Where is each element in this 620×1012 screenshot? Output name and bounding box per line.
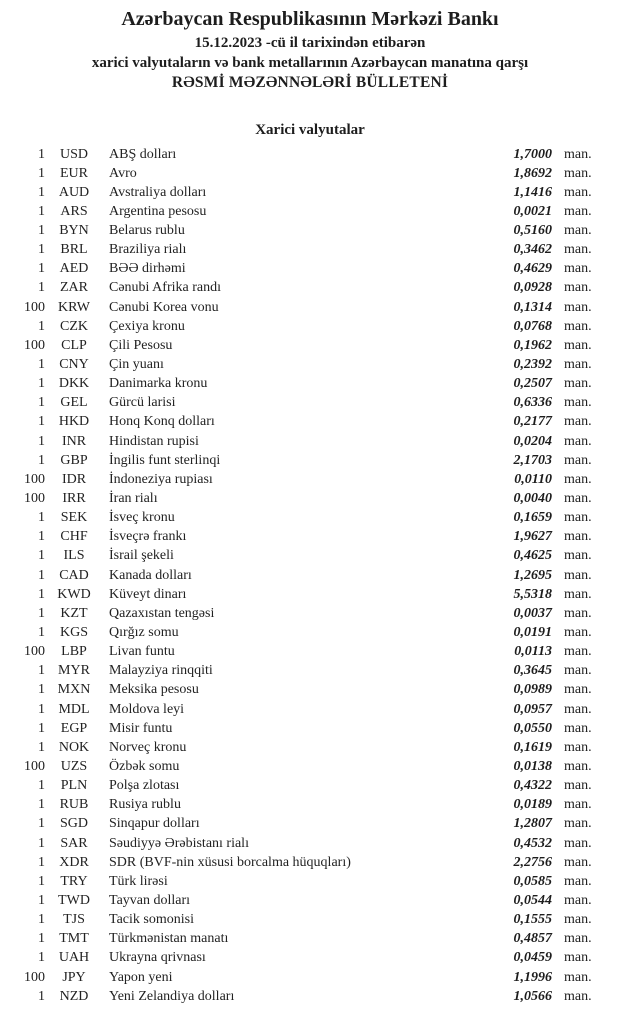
rate-row bbox=[0, 623, 620, 642]
unit-label: man. bbox=[564, 510, 592, 526]
rate-value: 2,1703 bbox=[513, 452, 552, 468]
rate-row bbox=[0, 719, 620, 738]
rate-quantity: 1 bbox=[38, 395, 45, 411]
currency-name: BƏƏ dirhəmi bbox=[109, 261, 186, 277]
rate-value: 0,0138 bbox=[513, 759, 552, 774]
rate-value: 2,2756 bbox=[513, 854, 552, 870]
rate-value: 0,4857 bbox=[513, 931, 552, 947]
rate-value: 0,0459 bbox=[513, 950, 552, 966]
rate-row bbox=[0, 910, 620, 929]
unit-label: man. bbox=[564, 931, 592, 947]
rate-row bbox=[0, 470, 620, 489]
rate-quantity: 1 bbox=[38, 739, 45, 755]
rate-value: 0,0768 bbox=[513, 318, 552, 334]
exchange-rates-table bbox=[0, 145, 620, 1006]
currency-code: USD bbox=[59, 146, 88, 162]
rate-value: 0,0204 bbox=[513, 433, 552, 449]
rate-value: 0,3462 bbox=[513, 242, 552, 258]
rate-value: 0,0191 bbox=[513, 625, 552, 641]
currency-code: BRL bbox=[60, 242, 88, 258]
currency-code: IDR bbox=[61, 471, 87, 487]
rate-value: 0,1619 bbox=[513, 739, 552, 755]
rate-quantity: 1 bbox=[38, 318, 45, 334]
rate-row bbox=[0, 221, 620, 240]
rate-row bbox=[0, 834, 620, 853]
currency-code: KZT bbox=[60, 605, 88, 621]
rate-value: 0,4625 bbox=[513, 548, 552, 564]
unit-label: man. bbox=[564, 203, 592, 219]
rate-value: 0,0110 bbox=[514, 471, 552, 487]
rate-quantity: 1 bbox=[38, 376, 45, 392]
currency-code: PLN bbox=[60, 778, 88, 794]
unit-label: man. bbox=[564, 223, 592, 239]
rate-value: 0,4532 bbox=[513, 835, 552, 851]
rate-row bbox=[0, 948, 620, 967]
unit-label: man. bbox=[564, 835, 592, 851]
rate-value: 0,3645 bbox=[513, 663, 552, 679]
rate-value: 0,6336 bbox=[513, 395, 552, 411]
currency-code: UAH bbox=[58, 950, 90, 966]
currency-code: CLP bbox=[61, 337, 87, 353]
rate-row bbox=[0, 566, 620, 585]
currency-name: Cənubi Afrika randı bbox=[109, 280, 221, 296]
rate-quantity: 100 bbox=[24, 969, 45, 985]
currency-name: Çin yuanı bbox=[109, 357, 164, 373]
currency-code: NZD bbox=[59, 988, 89, 1004]
unit-label: man. bbox=[564, 854, 592, 870]
rate-quantity: 1 bbox=[38, 605, 45, 621]
rate-quantity: 1 bbox=[38, 203, 45, 219]
unit-label: man. bbox=[564, 299, 592, 315]
unit-label: man. bbox=[564, 280, 592, 296]
rate-row bbox=[0, 527, 620, 546]
unit-label: man. bbox=[564, 357, 592, 373]
currency-code: SAR bbox=[60, 835, 88, 851]
currency-code: TRY bbox=[60, 873, 88, 889]
currency-name: Avstraliya dolları bbox=[109, 184, 207, 200]
currency-code: UZS bbox=[60, 759, 88, 774]
currency-code: MYR bbox=[58, 663, 90, 679]
rate-row bbox=[0, 872, 620, 891]
currency-code: MXN bbox=[57, 682, 91, 698]
rate-quantity: 1 bbox=[38, 529, 45, 545]
unit-label: man. bbox=[564, 452, 592, 468]
currency-code: GBP bbox=[60, 452, 88, 468]
unit-label: man. bbox=[564, 184, 592, 200]
currency-name: Səudiyyə Ərəbistanı rialı bbox=[109, 835, 249, 851]
unit-label: man. bbox=[564, 471, 592, 487]
currency-name: Livan funtu bbox=[109, 644, 175, 660]
currency-code: TJS bbox=[63, 912, 85, 928]
unit-label: man. bbox=[564, 892, 592, 908]
currency-name: Rusiya rublu bbox=[109, 797, 181, 813]
rate-row bbox=[0, 374, 620, 393]
rate-quantity: 1 bbox=[38, 242, 45, 258]
unit-label: man. bbox=[564, 433, 592, 449]
rate-row bbox=[0, 738, 620, 757]
unit-label: man. bbox=[564, 701, 592, 717]
unit-label: man. bbox=[564, 950, 592, 966]
rate-row bbox=[0, 240, 620, 259]
rate-quantity: 1 bbox=[38, 797, 45, 813]
rate-quantity: 1 bbox=[38, 778, 45, 794]
unit-label: man. bbox=[564, 567, 592, 583]
currency-code: ARS bbox=[60, 203, 88, 219]
rate-row bbox=[0, 278, 620, 297]
rate-row bbox=[0, 891, 620, 910]
currency-code: JPY bbox=[62, 969, 86, 985]
rate-quantity: 100 bbox=[24, 299, 45, 315]
rate-quantity: 1 bbox=[38, 586, 45, 602]
currency-code: INR bbox=[61, 433, 87, 449]
currency-code: KWD bbox=[57, 586, 91, 602]
rate-row bbox=[0, 489, 620, 508]
rate-row bbox=[0, 929, 620, 948]
currency-code: CZK bbox=[60, 318, 88, 334]
rate-quantity: 1 bbox=[38, 720, 45, 736]
rate-value: 0,0550 bbox=[513, 720, 552, 736]
bank-title: Azərbaycan Respublikasının Mərkəzi Bankı bbox=[121, 8, 499, 30]
currency-name: Belarus rublu bbox=[109, 223, 185, 239]
unit-label: man. bbox=[564, 414, 592, 430]
unit-label: man. bbox=[564, 242, 592, 258]
currency-code: CAD bbox=[59, 567, 89, 583]
currency-name: İsrail şekeli bbox=[109, 548, 174, 564]
currency-code: GEL bbox=[60, 395, 88, 411]
unit-label: man. bbox=[564, 605, 592, 621]
rate-row bbox=[0, 795, 620, 814]
currency-name: Yeni Zelandiya dolları bbox=[109, 988, 235, 1004]
subtitle-line: xarici valyutaların və bank metallarının Azərbaycan manatına qarşı bbox=[91, 54, 529, 71]
currency-name: Kanada dolları bbox=[109, 567, 192, 583]
currency-code: EGP bbox=[60, 720, 88, 736]
currency-code: NOK bbox=[58, 739, 90, 755]
currency-name: İsveçrə frankı bbox=[109, 529, 187, 545]
rate-row bbox=[0, 853, 620, 872]
rate-quantity: 1 bbox=[38, 892, 45, 908]
currency-code: ILS bbox=[63, 548, 85, 564]
currency-code: TMT bbox=[59, 931, 89, 947]
rate-quantity: 1 bbox=[38, 223, 45, 239]
rate-quantity: 1 bbox=[38, 184, 45, 200]
currency-name: İsveç kronu bbox=[109, 510, 175, 526]
rate-quantity: 1 bbox=[38, 988, 45, 1004]
rate-row bbox=[0, 202, 620, 221]
rate-quantity: 100 bbox=[24, 491, 45, 507]
unit-label: man. bbox=[564, 376, 592, 392]
rate-row bbox=[0, 412, 620, 431]
currency-code: KRW bbox=[58, 299, 90, 315]
currency-code: KGS bbox=[59, 625, 88, 641]
currency-code: DKK bbox=[58, 376, 90, 392]
unit-label: man. bbox=[564, 586, 592, 602]
currency-name: Moldova leyi bbox=[109, 701, 185, 717]
rate-row bbox=[0, 451, 620, 470]
rate-value: 0,0040 bbox=[513, 491, 552, 507]
rate-quantity: 1 bbox=[38, 854, 45, 870]
rate-row bbox=[0, 393, 620, 412]
rate-quantity: 1 bbox=[38, 548, 45, 564]
unit-label: man. bbox=[564, 625, 592, 641]
currency-name: Hindistan rupisi bbox=[109, 433, 199, 449]
currency-name: Meksika pesosu bbox=[109, 682, 199, 698]
currency-code: MDL bbox=[58, 701, 90, 717]
rate-quantity: 1 bbox=[38, 510, 45, 526]
currency-name: Türk lirəsi bbox=[109, 873, 168, 889]
unit-label: man. bbox=[564, 146, 592, 162]
currency-code: AUD bbox=[58, 184, 90, 200]
unit-label: man. bbox=[564, 337, 592, 353]
rate-value: 0,4322 bbox=[513, 778, 552, 794]
currency-code: BYN bbox=[59, 223, 89, 239]
unit-label: man. bbox=[564, 988, 592, 1004]
rate-quantity: 1 bbox=[38, 682, 45, 698]
currency-name: Qırğız somu bbox=[109, 625, 179, 641]
currency-name: Gürcü larisi bbox=[109, 395, 176, 411]
currency-name: İngilis funt sterlinqi bbox=[109, 452, 221, 468]
rate-quantity: 100 bbox=[24, 759, 45, 774]
currency-name: Yapon yeni bbox=[109, 969, 173, 985]
currency-name: Honq Konq dolları bbox=[109, 414, 215, 430]
rate-value: 0,1962 bbox=[513, 337, 552, 353]
unit-label: man. bbox=[564, 969, 592, 985]
rate-value: 0,2392 bbox=[513, 357, 552, 373]
currency-code: ZAR bbox=[60, 280, 88, 296]
currency-name: Polşa zlotası bbox=[109, 778, 180, 794]
currency-code: AED bbox=[59, 261, 89, 277]
rate-row bbox=[0, 164, 620, 183]
rate-quantity: 1 bbox=[38, 663, 45, 679]
rate-row bbox=[0, 298, 620, 317]
rate-quantity: 100 bbox=[24, 337, 45, 353]
currency-name: Braziliya rialı bbox=[109, 242, 187, 258]
rate-value: 1,0566 bbox=[513, 988, 552, 1004]
currency-name: Ukrayna qrivnası bbox=[109, 950, 206, 966]
rate-quantity: 1 bbox=[38, 165, 45, 181]
unit-label: man. bbox=[564, 873, 592, 889]
unit-label: man. bbox=[564, 720, 592, 736]
rate-value: 0,0113 bbox=[514, 644, 552, 660]
currency-name: Küveyt dinarı bbox=[109, 586, 187, 602]
rate-value: 1,2695 bbox=[513, 567, 552, 583]
unit-label: man. bbox=[564, 644, 592, 660]
rate-value: 0,1314 bbox=[513, 299, 552, 315]
rate-value: 1,1996 bbox=[513, 969, 552, 985]
rate-row bbox=[0, 642, 620, 661]
rate-row bbox=[0, 585, 620, 604]
currency-code: SGD bbox=[59, 816, 88, 832]
currency-code: EUR bbox=[60, 165, 88, 181]
currency-code: LBP bbox=[61, 644, 87, 660]
rate-value: 0,0928 bbox=[513, 280, 552, 296]
rate-quantity: 1 bbox=[38, 567, 45, 583]
rate-quantity: 1 bbox=[38, 357, 45, 373]
unit-label: man. bbox=[564, 491, 592, 507]
rate-value: 1,8692 bbox=[513, 165, 552, 181]
rate-row bbox=[0, 968, 620, 987]
rate-quantity: 1 bbox=[38, 701, 45, 717]
unit-label: man. bbox=[564, 261, 592, 277]
rate-value: 0,0989 bbox=[513, 682, 552, 698]
currency-code: XDR bbox=[59, 854, 89, 870]
unit-label: man. bbox=[564, 663, 592, 679]
currency-name: Çili Pesosu bbox=[109, 337, 173, 353]
effective-date-line: 15.12.2023 -cü il tarixindən etibarən bbox=[194, 35, 426, 51]
rate-quantity: 1 bbox=[38, 414, 45, 430]
rate-row bbox=[0, 776, 620, 795]
rate-value: 0,2177 bbox=[513, 414, 552, 430]
rate-value: 0,0189 bbox=[513, 797, 552, 813]
rate-value: 0,0021 bbox=[513, 203, 552, 219]
currency-code: SEK bbox=[60, 510, 88, 526]
currency-code: TWD bbox=[58, 892, 90, 908]
rate-row bbox=[0, 546, 620, 565]
unit-label: man. bbox=[564, 778, 592, 794]
currency-name: İndoneziya rupiası bbox=[109, 471, 213, 487]
rate-row bbox=[0, 757, 620, 776]
rate-value: 0,0544 bbox=[513, 892, 552, 908]
rate-quantity: 1 bbox=[38, 625, 45, 641]
unit-label: man. bbox=[564, 682, 592, 698]
rate-value: 0,5160 bbox=[513, 223, 552, 239]
currency-code: IRR bbox=[62, 491, 86, 507]
rate-value: 0,0957 bbox=[513, 701, 552, 717]
rate-row bbox=[0, 145, 620, 164]
rate-value: 0,2507 bbox=[513, 376, 552, 392]
rate-value: 1,7000 bbox=[513, 146, 552, 162]
currency-name: Qazaxıstan tengəsi bbox=[109, 605, 215, 621]
currency-code: CNY bbox=[59, 357, 89, 373]
currency-name: İran rialı bbox=[109, 491, 158, 507]
currency-name: Tacik somonisi bbox=[109, 912, 194, 928]
rate-value: 1,9627 bbox=[513, 529, 552, 545]
currency-name: Norveç kronu bbox=[109, 739, 187, 755]
rate-value: 0,1555 bbox=[513, 912, 552, 928]
rate-row bbox=[0, 317, 620, 336]
rate-row bbox=[0, 661, 620, 680]
rate-row bbox=[0, 336, 620, 355]
unit-label: man. bbox=[564, 318, 592, 334]
section-title-foreign-currencies: Xarici valyutalar bbox=[255, 121, 365, 138]
rate-quantity: 1 bbox=[38, 816, 45, 832]
currency-name: Misir funtu bbox=[109, 720, 173, 736]
unit-label: man. bbox=[564, 739, 592, 755]
rate-row bbox=[0, 508, 620, 527]
unit-label: man. bbox=[564, 165, 592, 181]
unit-label: man. bbox=[564, 395, 592, 411]
rate-value: 0,0037 bbox=[513, 605, 552, 621]
rate-row bbox=[0, 987, 620, 1006]
rate-quantity: 1 bbox=[38, 835, 45, 851]
rate-value: 0,4629 bbox=[513, 261, 552, 277]
rate-row bbox=[0, 814, 620, 833]
unit-label: man. bbox=[564, 912, 592, 928]
rate-quantity: 1 bbox=[38, 433, 45, 449]
rate-row bbox=[0, 680, 620, 699]
rate-quantity: 1 bbox=[38, 873, 45, 889]
rate-quantity: 1 bbox=[38, 280, 45, 296]
currency-name: Özbək somu bbox=[109, 759, 180, 774]
rate-value: 1,1416 bbox=[513, 184, 552, 200]
rate-row bbox=[0, 700, 620, 719]
currency-name: Tayvan dolları bbox=[109, 892, 191, 908]
rate-value: 0,0585 bbox=[513, 873, 552, 889]
currency-name: Cənubi Korea vonu bbox=[109, 299, 219, 315]
rate-value: 1,2807 bbox=[513, 816, 552, 832]
unit-label: man. bbox=[564, 759, 592, 774]
rate-quantity: 1 bbox=[38, 146, 45, 162]
currency-code: HKD bbox=[58, 414, 90, 430]
currency-name: Argentina pesosu bbox=[109, 203, 207, 219]
rate-quantity: 1 bbox=[38, 950, 45, 966]
currency-code: CHF bbox=[60, 529, 88, 545]
document-header bbox=[0, 0, 620, 93]
rate-quantity: 1 bbox=[38, 912, 45, 928]
unit-label: man. bbox=[564, 816, 592, 832]
currency-name: Avro bbox=[109, 165, 137, 181]
currency-name: Malayziya rinqqiti bbox=[109, 663, 213, 679]
currency-name: Sinqapur dolları bbox=[109, 816, 200, 832]
rate-value: 0,1659 bbox=[513, 510, 552, 526]
unit-label: man. bbox=[564, 548, 592, 564]
rate-row bbox=[0, 355, 620, 374]
unit-label: man. bbox=[564, 797, 592, 813]
rate-quantity: 1 bbox=[38, 452, 45, 468]
currency-name: Danimarka kronu bbox=[109, 376, 208, 392]
bulletin-title: RƏSMİ MƏZƏNNƏLƏRİ BÜLLETENİ bbox=[171, 74, 449, 91]
rate-value: 5,5318 bbox=[513, 586, 552, 602]
unit-label: man. bbox=[564, 529, 592, 545]
rate-row bbox=[0, 604, 620, 623]
currency-name: ABŞ dolları bbox=[109, 146, 177, 162]
rate-row bbox=[0, 432, 620, 451]
currency-code: RUB bbox=[59, 797, 89, 813]
currency-name: Çexiya kronu bbox=[109, 318, 185, 334]
rate-quantity: 100 bbox=[24, 471, 45, 487]
currency-name: SDR (BVF-nin xüsusi borcalma hüquqları) bbox=[109, 854, 351, 870]
rate-quantity: 1 bbox=[38, 261, 45, 277]
rate-row bbox=[0, 259, 620, 278]
rate-row bbox=[0, 183, 620, 202]
currency-name: Türkmənistan manatı bbox=[109, 931, 229, 947]
rate-quantity: 100 bbox=[24, 644, 45, 660]
rate-quantity: 1 bbox=[38, 931, 45, 947]
